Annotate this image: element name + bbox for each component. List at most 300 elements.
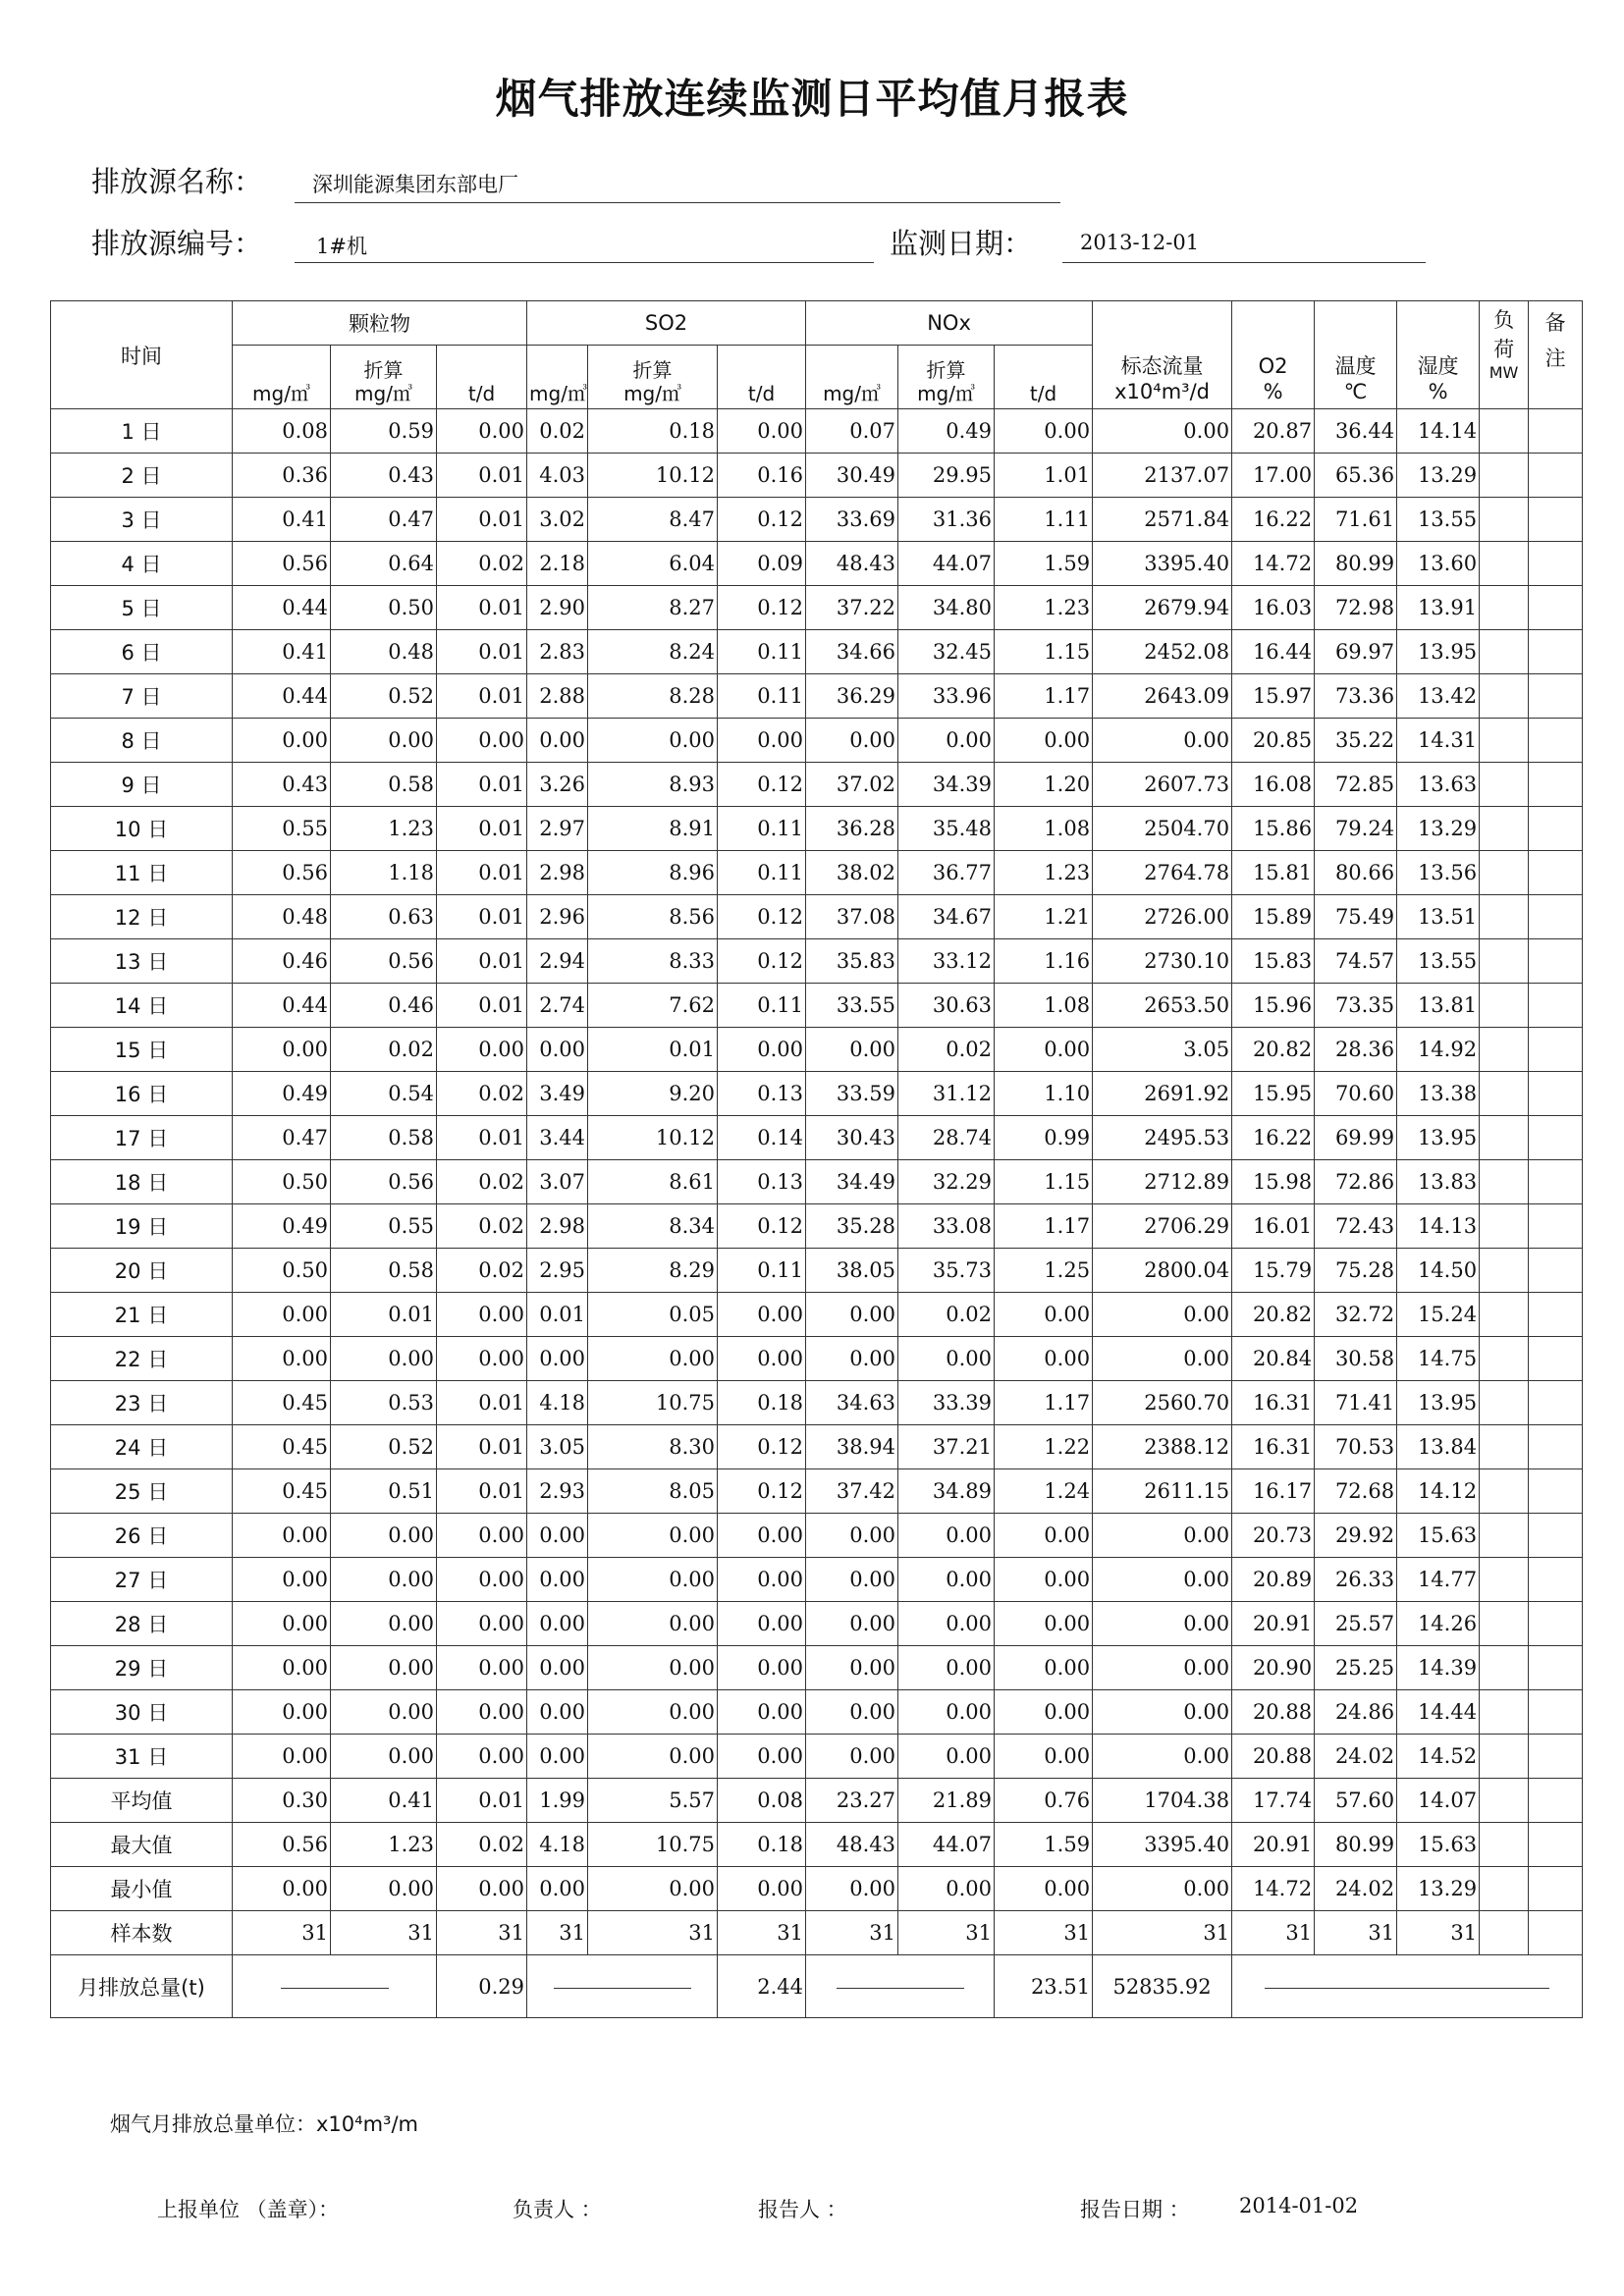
value-cell: 2691.92 [1093,1072,1232,1116]
remark-cell [1529,1823,1583,1867]
value-cell: 0.55 [233,807,331,851]
value-cell: 8.29 [588,1249,718,1293]
value-cell: 0.00 [1093,1602,1232,1646]
load-cell [1480,498,1529,542]
load-cell [1480,939,1529,984]
dash-line [281,1988,389,1989]
value-cell: 0.36 [233,454,331,498]
value-cell: 13.29 [1397,807,1480,851]
value-cell: 2607.73 [1093,763,1232,807]
value-cell: 3395.40 [1093,542,1232,586]
value-cell: 0.47 [331,498,437,542]
value-cell: 0.43 [331,454,437,498]
load-header [1480,301,1529,409]
value-cell: 15.63 [1397,1823,1480,1867]
remark-cell [1529,1204,1583,1249]
value-cell: 2.96 [527,895,588,939]
value-cell: 0.44 [233,984,331,1028]
value-cell: 31 [1397,1911,1480,1955]
value-cell: 0.76 [995,1779,1093,1823]
value-cell: 34.67 [898,895,995,939]
report-title: 烟气排放连续监测日平均值月报表 [495,75,1129,123]
value-cell: 13.95 [1397,1116,1480,1160]
value-cell: 1.18 [331,851,437,895]
value-cell: 0.00 [588,1867,718,1911]
value-cell: 20.73 [1232,1514,1315,1558]
value-cell: 0.01 [437,939,527,984]
value-cell: 0.45 [233,1469,331,1514]
remark-cell [1529,1116,1583,1160]
value-cell: 0.01 [437,895,527,939]
value-cell: 2560.70 [1093,1381,1232,1425]
value-cell: 33.39 [898,1381,995,1425]
row-label: 12 日 [51,895,233,939]
load-cell [1480,851,1529,895]
table-row [51,1558,1583,1602]
o2-header-unit: % [1263,380,1283,403]
value-cell: 0.01 [437,1381,527,1425]
load-cell [1480,1293,1529,1337]
value-cell: 0.43 [233,763,331,807]
value-cell: 0.00 [437,1337,527,1381]
value-cell: 2504.70 [1093,807,1232,851]
value-cell: 0.11 [718,630,806,674]
value-cell: 8.91 [588,807,718,851]
table-row [51,1293,1583,1337]
value-cell: 34.80 [898,586,995,630]
table-row [51,1072,1583,1116]
value-cell: 0.00 [995,1337,1093,1381]
responsible-label: 负责人 ： [513,2198,602,2221]
value-cell: 0.41 [331,1779,437,1823]
table-row [51,984,1583,1028]
value-cell: 0.49 [233,1072,331,1116]
value-cell: 0.00 [995,1602,1093,1646]
value-cell: 1.20 [995,763,1093,807]
value-cell: 24.02 [1315,1867,1397,1911]
value-cell: 0.05 [588,1293,718,1337]
value-cell: 72.98 [1315,586,1397,630]
row-label: 26 日 [51,1514,233,1558]
value-cell: 0.45 [233,1381,331,1425]
value-cell: 2.98 [527,1204,588,1249]
value-cell: 0.00 [527,1337,588,1381]
value-cell: 31 [588,1911,718,1955]
monthly-total-row [51,1955,1583,2018]
value-cell: 14.12 [1397,1469,1480,1514]
value-cell: 0.02 [437,1249,527,1293]
value-cell: 1.23 [331,807,437,851]
value-cell: 2643.09 [1093,674,1232,719]
value-cell: 0.12 [718,895,806,939]
value-cell: 13.29 [1397,1867,1480,1911]
value-cell: 0.00 [718,1646,806,1690]
table-row [51,1249,1583,1293]
value-cell: 72.43 [1315,1204,1397,1249]
value-cell: 15.81 [1232,851,1315,895]
value-cell: 0.12 [718,939,806,984]
value-cell: 0.02 [527,409,588,454]
table-row [51,1646,1583,1690]
value-cell: 2.93 [527,1469,588,1514]
value-cell: 0.00 [588,1558,718,1602]
value-cell: 0.56 [233,851,331,895]
load-cell [1480,1425,1529,1469]
value-cell: 74.57 [1315,939,1397,984]
row-label: 28 日 [51,1602,233,1646]
value-cell: 20.82 [1232,1293,1315,1337]
value-cell: 80.99 [1315,542,1397,586]
value-cell: 1.23 [995,586,1093,630]
value-cell: 32.45 [898,630,995,674]
value-cell: 34.63 [806,1381,898,1425]
remark-cell [1529,1160,1583,1204]
value-cell: 0.00 [437,1514,527,1558]
value-cell: 0.00 [995,1514,1093,1558]
value-cell: 1.10 [995,1072,1093,1116]
value-cell: 8.56 [588,895,718,939]
value-cell: 0.00 [806,1558,898,1602]
value-cell: 70.60 [1315,1072,1397,1116]
particulate-monthly-total: 0.29 [437,1955,527,2018]
source-id-label: 排放源编号： [91,227,263,260]
monitoring-table [50,300,1583,2018]
value-cell: 2.90 [527,586,588,630]
value-cell: 14.31 [1397,719,1480,763]
value-cell: 0.00 [233,1690,331,1735]
value-cell: 2706.29 [1093,1204,1232,1249]
value-cell: 4.18 [527,1823,588,1867]
value-cell: 35.48 [898,807,995,851]
value-cell: 0.00 [527,719,588,763]
temp-header [1315,301,1397,409]
remark-cell [1529,409,1583,454]
remark-cell [1529,939,1583,984]
temp-header-unit: ℃ [1343,380,1368,403]
value-cell: 8.28 [588,674,718,719]
remark-cell [1529,1381,1583,1425]
source-id-underline [295,262,874,263]
value-cell: 2764.78 [1093,851,1232,895]
value-cell: 0.00 [898,1337,995,1381]
value-cell: 5.57 [588,1779,718,1823]
value-cell: 30.58 [1315,1337,1397,1381]
value-cell: 44.07 [898,1823,995,1867]
load-cell [1480,1249,1529,1293]
value-cell: 72.86 [1315,1160,1397,1204]
value-cell: 0.09 [718,542,806,586]
value-cell: 8.47 [588,498,718,542]
value-cell: 69.99 [1315,1116,1397,1160]
load-cell [1480,1160,1529,1204]
value-cell: 1.59 [995,1823,1093,1867]
remark-cell [1529,1911,1583,1955]
value-cell: 1.08 [995,984,1093,1028]
value-cell: 15.63 [1397,1514,1480,1558]
row-label: 13 日 [51,939,233,984]
value-cell: 8.34 [588,1204,718,1249]
value-cell: 14.13 [1397,1204,1480,1249]
particulate-conv-header [331,346,437,409]
load-cell [1480,409,1529,454]
value-cell: 20.91 [1232,1823,1315,1867]
value-cell: 0.11 [718,1249,806,1293]
load-header-char2: 荷 [1493,338,1515,361]
value-cell: 70.53 [1315,1425,1397,1469]
table-row [51,1469,1583,1514]
value-cell: 0.50 [233,1249,331,1293]
particulate-conv-label: 折算 [363,358,404,382]
value-cell: 37.08 [806,895,898,939]
table-row [51,1425,1583,1469]
value-cell: 10.75 [588,1823,718,1867]
value-cell: 16.22 [1232,1116,1315,1160]
reporter-label: 报告人 ： [758,2198,847,2221]
value-cell: 0.00 [1093,1867,1232,1911]
value-cell: 0.00 [718,1690,806,1735]
value-cell: 13.38 [1397,1072,1480,1116]
flow-header [1093,301,1232,409]
load-cell [1480,1116,1529,1160]
value-cell: 0.18 [718,1823,806,1867]
value-cell: 31 [527,1911,588,1955]
load-cell [1480,674,1529,719]
stats-row [51,1823,1583,1867]
row-label: 平均值 [51,1779,233,1823]
so2-conv-unit: mg/㎥ [623,382,681,405]
value-cell: 37.22 [806,586,898,630]
value-cell: 69.97 [1315,630,1397,674]
particulate-conv-unit: mg/㎥ [354,382,412,405]
value-cell: 2.83 [527,630,588,674]
value-cell: 0.00 [718,1602,806,1646]
value-cell: 8.24 [588,630,718,674]
value-cell: 0.00 [331,1514,437,1558]
table-row [51,1204,1583,1249]
value-cell: 0.00 [233,1735,331,1779]
value-cell: 3.02 [527,498,588,542]
value-cell: 1.23 [331,1823,437,1867]
value-cell: 31 [995,1911,1093,1955]
value-cell: 0.01 [527,1293,588,1337]
value-cell: 0.00 [527,1867,588,1911]
value-cell: 0.00 [995,409,1093,454]
value-cell: 0.00 [995,1735,1093,1779]
load-header-unit: MW [1489,363,1519,382]
value-cell: 0.00 [995,719,1093,763]
value-cell: 2.94 [527,939,588,984]
value-cell: 2452.08 [1093,630,1232,674]
value-cell: 0.00 [588,1602,718,1646]
value-cell: 38.05 [806,1249,898,1293]
nox-conv-header [898,346,995,409]
value-cell: 71.41 [1315,1381,1397,1425]
value-cell: 13.51 [1397,895,1480,939]
value-cell: 0.00 [995,1558,1093,1602]
value-cell: 31 [806,1911,898,1955]
value-cell: 14.39 [1397,1646,1480,1690]
value-cell: 0.44 [233,674,331,719]
value-cell: 31.36 [898,498,995,542]
value-cell: 0.00 [588,1646,718,1690]
value-cell: 0.00 [331,1602,437,1646]
load-cell [1480,1646,1529,1690]
value-cell: 0.00 [1093,1514,1232,1558]
value-cell: 0.00 [718,1337,806,1381]
value-cell: 13.42 [1397,674,1480,719]
remark-cell [1529,851,1583,895]
value-cell: 0.01 [437,630,527,674]
value-cell: 0.00 [437,1867,527,1911]
table-row [51,1514,1583,1558]
row-label: 30 日 [51,1690,233,1735]
value-cell: 14.14 [1397,409,1480,454]
dash-line [1265,1988,1549,1989]
value-cell: 37.42 [806,1469,898,1514]
value-cell: 2653.50 [1093,984,1232,1028]
table-row [51,1602,1583,1646]
value-cell: 0.00 [437,1028,527,1072]
value-cell: 0.00 [898,1602,995,1646]
particulate-mg-header: mg/㎥ [233,346,331,409]
value-cell: 0.00 [1093,1558,1232,1602]
value-cell: 0.00 [437,1646,527,1690]
value-cell: 0.46 [233,939,331,984]
value-cell: 23.27 [806,1779,898,1823]
row-label: 14 日 [51,984,233,1028]
value-cell: 72.85 [1315,763,1397,807]
value-cell: 0.00 [898,1735,995,1779]
value-cell: 8.93 [588,763,718,807]
unit-note: 烟气月排放总量单位：x10⁴m³/m [110,2112,418,2136]
value-cell: 8.27 [588,586,718,630]
value-cell: 31 [1315,1911,1397,1955]
load-cell [1480,1381,1529,1425]
load-cell [1480,1558,1529,1602]
remark-cell [1529,1514,1583,1558]
remark-cell [1529,454,1583,498]
load-cell [1480,1072,1529,1116]
remark-cell [1529,1469,1583,1514]
value-cell: 0.00 [806,1514,898,1558]
table-row [51,1160,1583,1204]
value-cell: 0.00 [806,1602,898,1646]
value-cell: 79.24 [1315,807,1397,851]
row-label: 17 日 [51,1116,233,1160]
value-cell: 0.00 [898,719,995,763]
value-cell: 1.59 [995,542,1093,586]
value-cell: 0.00 [437,1602,527,1646]
value-cell: 15.24 [1397,1293,1480,1337]
value-cell: 0.00 [995,1293,1093,1337]
table-row [51,939,1583,984]
remark-cell [1529,763,1583,807]
value-cell: 2.88 [527,674,588,719]
value-cell: 0.01 [437,586,527,630]
value-cell: 0.00 [331,1337,437,1381]
value-cell: 14.92 [1397,1028,1480,1072]
row-label: 最大值 [51,1823,233,1867]
so2-mg-header: mg/㎥ [527,346,588,409]
value-cell: 0.56 [331,939,437,984]
value-cell: 33.96 [898,674,995,719]
value-cell: 2730.10 [1093,939,1232,984]
value-cell: 14.77 [1397,1558,1480,1602]
remark-header-char2: 注 [1544,347,1566,370]
value-cell: 80.66 [1315,851,1397,895]
value-cell: 15.79 [1232,1249,1315,1293]
value-cell: 0.00 [437,409,527,454]
value-cell: 0.01 [437,674,527,719]
value-cell: 0.02 [898,1028,995,1072]
table-row [51,1735,1583,1779]
value-cell: 0.00 [233,1558,331,1602]
value-cell: 0.00 [718,1514,806,1558]
table-row [51,498,1583,542]
flow-header-unit: x10⁴m³/d [1114,380,1210,403]
value-cell: 13.81 [1397,984,1480,1028]
value-cell: 0.11 [718,674,806,719]
value-cell: 0.00 [1093,1337,1232,1381]
value-cell: 0.00 [588,1514,718,1558]
value-cell: 0.18 [718,1381,806,1425]
value-cell: 0.00 [1093,1646,1232,1690]
row-label: 24 日 [51,1425,233,1469]
value-cell: 20.88 [1232,1690,1315,1735]
remark-cell [1529,1293,1583,1337]
source-id-value: 1#机 [316,235,367,258]
value-cell: 13.60 [1397,542,1480,586]
value-cell: 14.52 [1397,1735,1480,1779]
value-cell: 14.44 [1397,1690,1480,1735]
value-cell: 8.05 [588,1469,718,1514]
nox-td-header: t/d [995,346,1093,409]
value-cell: 0.00 [331,1558,437,1602]
row-label: 16 日 [51,1072,233,1116]
dash-line [554,1988,691,1989]
value-cell: 0.58 [331,1249,437,1293]
value-cell: 14.50 [1397,1249,1480,1293]
value-cell: 0.00 [233,1028,331,1072]
value-cell: 0.00 [898,1690,995,1735]
value-cell: 0.00 [588,1735,718,1779]
humidity-header-unit: % [1428,380,1448,403]
stats-row [51,1911,1583,1955]
value-cell: 0.00 [806,1293,898,1337]
value-cell: 2679.94 [1093,586,1232,630]
remark-cell [1529,719,1583,763]
value-cell: 31.12 [898,1072,995,1116]
nox-monthly-total: 23.51 [995,1955,1093,2018]
remark-cell [1529,1867,1583,1911]
nox-mg-header: mg/㎥ [806,346,898,409]
value-cell: 0.58 [331,1116,437,1160]
value-cell: 0.00 [233,1514,331,1558]
value-cell: 2.18 [527,542,588,586]
value-cell: 0.00 [233,1867,331,1911]
value-cell: 0.02 [437,1072,527,1116]
report-date-value: 2014-01-02 [1239,2194,1359,2217]
value-cell: 0.48 [233,895,331,939]
value-cell: 0.47 [233,1116,331,1160]
table-row [51,1116,1583,1160]
particulate-header: 颗粒物 [233,301,527,346]
value-cell: 16.01 [1232,1204,1315,1249]
value-cell: 0.00 [898,1867,995,1911]
value-cell: 2388.12 [1093,1425,1232,1469]
date-value: 2013-12-01 [1080,231,1200,254]
other-dash-cell [1232,1955,1583,2018]
